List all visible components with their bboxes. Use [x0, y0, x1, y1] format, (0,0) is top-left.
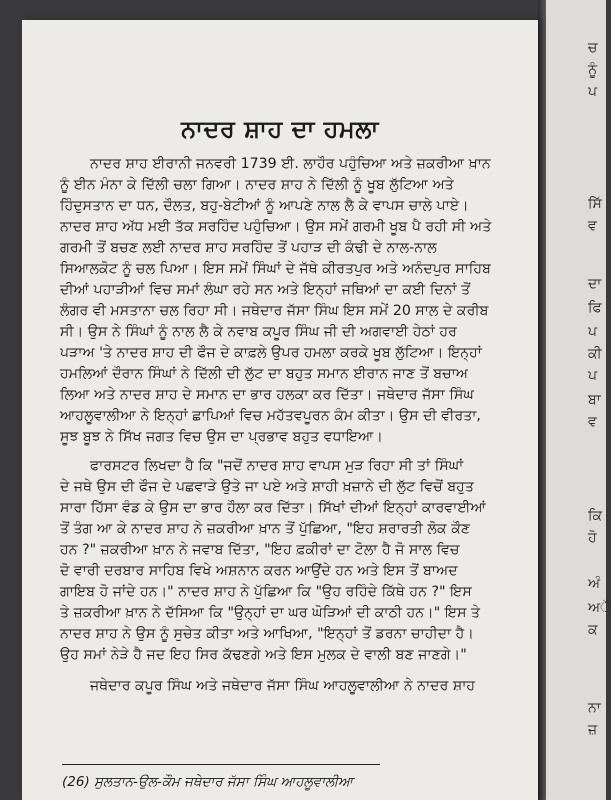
text-line: ਹਿੰਦੁਸਤਾਨ ਦਾ ਧਨ, ਦੌਲਤ, ਬਹੁ-ਬੇਟੀਆਂ ਨੂੰ ਆਪਣੇ ਨਾਲ ਲੈ ਕੇ ਵਾਪਸ ਚਾਲੇ ਪਾਏ।	[60, 198, 469, 214]
facing-page-fragment: ਚ	[588, 40, 598, 56]
facing-page-fragment: ਵ	[588, 218, 597, 234]
text-line: ਨੂੰ ਈਨ ਮੰਨਾ ਕੇ ਦਿੱਲੀ ਚਲਾ ਗਿਆ। ਨਾਦਰ ਸ਼ਾਹ ਨੇ ਦਿੱਲੀ ਨੂੰ ਖੂਬ ਲੁੱਟਿਆ ਅਤੇ	[60, 177, 454, 193]
facing-page-fragment: ਅੌ	[588, 600, 611, 616]
text-line: ਸੀ। ਉਸ ਨੇ ਸਿੰਘਾਂ ਨੂੰ ਨਾਲ ਲੈ ਕੇ ਨਵਾਬ ਕਪੂਰ ਸਿੰਘ ਜੀ ਦੀ ਅਗਵਾਈ ਹੇਠਾਂ ਹਰ	[60, 324, 457, 340]
text-line: ਸੂਝ ਬੂਝ ਨੇ ਸਿੱਖ ਜਗਤ ਵਿਚ ਉਸ ਦਾ ਪ੍ਰਭਾਵ ਬਹੁਤ ਵਧਾਇਆ।	[60, 429, 383, 445]
facing-page-fragment: ਅੰ	[588, 576, 601, 592]
facing-page-fragment: ਪ	[588, 324, 598, 340]
book-page	[22, 20, 538, 800]
text-line: ਪੜਾਅ 'ਤੇ ਨਾਦਰ ਸ਼ਾਹ ਦੀ ਫੌਜ ਦੇ ਕਾਫ਼ਲੇ ਉਪਰ ਹਮਲਾ ਕਰਕੇ ਖੂਬ ਲੁੱਟਿਆ। ਇਨ੍ਹਾਂ	[60, 345, 482, 361]
facing-page-fragment: ਨੂੰ	[588, 62, 598, 78]
facing-page-fragment: ਪ	[588, 368, 598, 384]
facing-page-fragment: ਸਿੱ	[588, 196, 602, 212]
text-line: ਨਾਦਰ ਸ਼ਾਹ ਨੇ ਉਸ ਨੂੰ ਸੁਚੇਤ ਕੀਤਾ ਅਤੇ ਆਖਿਆ, "ਇਨ੍ਹਾਂ ਤੋਂ ਡਰਨਾ ਚਾਹੀਦਾ ਹੈ।	[60, 626, 474, 642]
text-line: ਦੀਆਂ ਪਹਾੜੀਆਂ ਵਿਚ ਸਮਾਂ ਲੰਘਾ ਰਹੇ ਸਨ ਅਤੇ ਇਨ੍ਹਾਂ ਜਥਿਆਂ ਦਾ ਕਈ ਦਿਨਾਂ ਤੋਂ	[60, 282, 471, 298]
text-line: ਹਮਲਿਆਂ ਦੌਰਾਨ ਸਿੰਘਾਂ ਨੇ ਦਿੱਲੀ ਦੀ ਲੁੱਟ ਦਾ ਬਹੁਤ ਸਮਾਨ ਈਰਾਨ ਜਾਣ ਤੋਂ ਬਚਾਅ	[60, 366, 469, 382]
facing-page-fragment: ਕੀ	[588, 346, 602, 362]
book-gutter	[538, 0, 546, 800]
text-line: ਫਾਰਸਟਰ ਲਿਖਦਾ ਹੈ ਕਿ "ਜਦੋਂ ਨਾਦਰ ਸ਼ਾਹ ਵਾਪਸ ਮੁੜ ਰਿਹਾ ਸੀ ਤਾਂ ਸਿੰਘਾਂ	[90, 458, 464, 474]
facing-page-fragment: ਫਿ	[588, 300, 602, 316]
text-line: ਲੰਗਰ ਵੀ ਮਸਤਾਨਾ ਚਲ ਰਿਹਾ ਸੀ। ਜਥੇਦਾਰ ਜੱਸਾ ਸਿੰਘ ਇਸ ਸਮੇਂ 20 ਸਾਲ ਦੇ ਕਰੀਬ	[60, 303, 489, 319]
facing-page-fragment: ਵ	[588, 414, 597, 430]
text-line: ਲਿਆ ਅਤੇ ਨਾਦਰ ਸ਼ਾਹ ਦੇ ਸਮਾਨ ਦਾ ਭਾਰ ਹਲਕਾ ਕਰ ਦਿੱਤਾ। ਜਥੇਦਾਰ ਜੱਸਾ ਸਿੰਘ	[60, 387, 474, 403]
text-line: ਹਨ ?" ਜ਼ਕਰੀਆ ਖ਼ਾਨ ਨੇ ਜਵਾਬ ਦਿੱਤਾ, "ਇਹ ਫ਼ਕੀਰਾਂ ਦਾ ਟੋਲਾ ਹੈ ਜੋ ਸਾਲ ਵਿਚ	[60, 542, 460, 558]
facing-page-fragment: ਦਾ	[588, 276, 602, 292]
text-line: ਗਰਮੀ ਤੋਂ ਬਚਣ ਲਈ ਨਾਦਰ ਸ਼ਾਹ ਸਰਹਿੰਦ ਤੋਂ ਪਹਾੜ ਦੀ ਕੰਢੀ ਦੇ ਨਾਲ-ਨਾਲ	[60, 240, 437, 256]
facing-page-fragment: ਪ	[588, 84, 598, 100]
text-line: ਜਥੇਦਾਰ ਕਪੂਰ ਸਿੰਘ ਅਤੇ ਜਥੇਦਾਰ ਜੱਸਾ ਸਿੰਘ ਆਹਲੂਵਾਲੀਆ ਨੇ ਨਾਦਰ ਸ਼ਾਹ	[90, 678, 476, 694]
text-line: ਨਾਦਰ ਸ਼ਾਹ ਅੱਧ ਮਈ ਤੱਕ ਸਰਹਿੰਦ ਪਹੁੰਚਿਆ। ਉਸ ਸਮੇਂ ਗਰਮੀ ਖੂਬ ਪੈ ਰਹੀ ਸੀ ਅਤੇ	[60, 219, 492, 235]
facing-page-fragment: ਕਿ	[588, 508, 603, 524]
text-line: ਆਹਲੂਵਾਲੀਆ ਨੇ ਇਨ੍ਹਾਂ ਛਾਪਿਆਂ ਵਿਚ ਮਹੱਤਵਪੂਰਨ ਕੰਮ ਕੀਤਾ। ਉਸ ਦੀ ਵੀਰਤਾ,	[60, 408, 481, 424]
facing-page	[546, 0, 611, 800]
text-line: ਸਾਰਾ ਹਿੱਸਾ ਵੰਡ ਕੇ ਉਸ ਦਾ ਭਾਰ ਹੌਲਾ ਕਰ ਦਿੱਤਾ। ਸਿੱਖਾਂ ਦੀਆਂ ਇਨ੍ਹਾਂ ਕਾਰਵਾਈਆਂ	[60, 500, 486, 516]
facing-page-fragment: ਨਾ	[588, 700, 601, 716]
text-line: ਉਹ ਸਮਾਂ ਨੇੜੇ ਹੈ ਜਦ ਇਹ ਸਿਰ ਕੱਢਣਗੇ ਅਤੇ ਇਸ ਮੁਲਕ ਦੇ ਵਾਲੀ ਬਣ ਜਾਣਗੇ।"	[60, 647, 467, 663]
text-line: ਤੇ ਜ਼ਕਰੀਆ ਖ਼ਾਨ ਨੇ ਦੱਸਿਆ ਕਿ "ਉਨ੍ਹਾਂ ਦਾ ਘਰ ਘੋੜਿਆਂ ਦੀ ਕਾਠੀ ਹਨ।" ਇਸ ਤੇ	[60, 605, 481, 621]
chapter-title: ਨਾਦਰ ਸ਼ਾਹ ਦਾ ਹਮਲਾ	[181, 115, 379, 143]
text-line: ਦੇ ਜਥੇ ਉਸ ਦੀ ਫੌਜ ਦੇ ਪਛਵਾੜੇ ਉਤੇ ਜਾ ਪਏ ਅਤੇ ਸ਼ਾਹੀ ਖ਼ਜ਼ਾਨੇ ਦੀ ਲੁੱਟ ਵਿਚੋਂ ਬਹੁਤ	[60, 479, 474, 495]
facing-page-fragment: ਕ	[588, 622, 598, 638]
text-line: ਨਾਦਰ ਸ਼ਾਹ ਈਰਾਨੀ ਜਨਵਰੀ 1739 ਈ. ਲਾਹੌਰ ਪਹੁੰਚਿਆ ਅਤੇ ਜ਼ਕਰੀਆ ਖ਼ਾਨ	[90, 156, 491, 172]
text-line: ਦੋ ਵਾਰੀ ਦਰਬਾਰ ਸਾਹਿਬ ਵਿਖੇ ਅਸ਼ਨਾਨ ਕਰਨ ਆਉਂਦੇ ਹਨ ਅਤੇ ਇਸ ਤੋਂ ਬਾਅਦ	[60, 563, 458, 579]
footer-rule	[62, 764, 380, 765]
facing-page-fragment: ਜ਼	[588, 722, 598, 738]
text-line: ਤੋਂ ਤੰਗ ਆ ਕੇ ਨਾਦਰ ਸ਼ਾਹ ਨੇ ਜ਼ਕਰੀਆ ਖ਼ਾਨ ਤੋਂ ਪੁੱਛਿਆ, "ਇਹ ਸ਼ਰਾਰਤੀ ਲੋਕ ਕੌਣ	[60, 521, 471, 537]
facing-page-fragment: ਬਾ	[588, 392, 601, 408]
running-footer: (26) ਸੁਲਤਾਨ-ਉਲ-ਕੌਮ ਜਥੇਦਾਰ ਜੱਸਾ ਸਿੰਘ ਆਹਲੂਵਾਲੀਆ	[62, 774, 353, 790]
facing-page-fragment: ਹੋ	[588, 530, 597, 546]
text-line: ਸਿਆਲਕੋਟ ਨੂੰ ਚਲ ਪਿਆ। ਇਸ ਸਮੇਂ ਸਿੰਘਾਂ ਦੇ ਜੱਥੇ ਕੀਰਤਪੁਰ ਅਤੇ ਅਨੰਦਪੁਰ ਸਾਹਿਬ	[60, 261, 491, 277]
text-line: ਗਾਇਬ ਹੋ ਜਾਂਦੇ ਹਨ।" ਨਾਦਰ ਸ਼ਾਹ ਨੇ ਪੁੱਛਿਆ ਕਿ "ਉਹ ਰਹਿੰਦੇ ਕਿੱਥੇ ਹਨ ?" ਇਸ	[60, 584, 472, 600]
